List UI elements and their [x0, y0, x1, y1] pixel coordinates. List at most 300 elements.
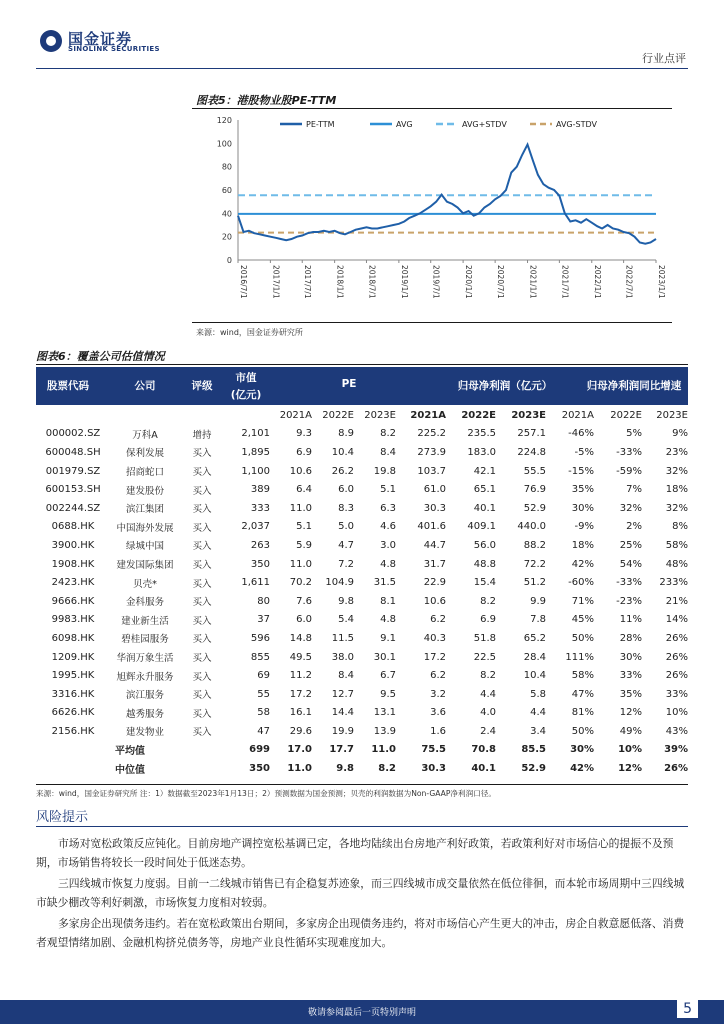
- table-row: [36, 443, 688, 462]
- table-cell: 11.0: [289, 502, 312, 514]
- table-cell: -15%: [568, 465, 594, 477]
- summary-cell: 17.7: [329, 744, 354, 756]
- table-cell: 8.9: [338, 428, 354, 440]
- table-cell: 38.0: [331, 651, 354, 663]
- table-cell: 88.2: [523, 539, 546, 551]
- table-cell: 29.6: [289, 725, 312, 737]
- x-tick-label: 2022/7/1: [624, 265, 634, 299]
- summary-cell: 699: [249, 744, 270, 756]
- y-tick-label: 60: [221, 186, 232, 195]
- logo-text: 国金证券: [68, 30, 133, 48]
- col-growth-header: 归母净利润同比增速: [586, 380, 682, 392]
- table-cell: 买入: [192, 578, 212, 590]
- table-cell: -5%: [574, 446, 594, 458]
- table-row: [36, 425, 688, 444]
- footer-disclaimer: 敬请参阅最后一页特别声明: [307, 1008, 416, 1018]
- risk-paragraph-2: 三四线城市恢复力度弱。目前一二线城市销售已有企稳复苏迹象，而三四线城市成交量依然在低位徘徊，而本轮市场周期中三四线城市缺少棚改等利好刺激，市场恢复力度相对较弱。: [36, 877, 685, 909]
- summary-cell: 17.0: [287, 744, 312, 756]
- table-cell: 2,037: [241, 521, 270, 533]
- table-cell: 225.2: [417, 428, 446, 440]
- table-cell: 42.1: [473, 465, 496, 477]
- table-cell: 1908.HK: [51, 558, 95, 570]
- table-cell: 50%: [571, 632, 594, 644]
- summary-cell: 12%: [618, 763, 642, 775]
- figure5-top-rule: [192, 108, 672, 109]
- table-row: [36, 462, 688, 481]
- table-cell: 金科服务: [125, 597, 164, 609]
- table-cell: 2.4: [480, 725, 496, 737]
- y-tick-label: 0: [226, 256, 232, 265]
- table-row: [36, 555, 688, 574]
- table-cell: 71%: [571, 595, 594, 607]
- table-cell: 30%: [571, 502, 594, 514]
- table-cell: 7.2: [338, 558, 354, 570]
- col-mktcap-header: 市值: [235, 372, 257, 384]
- table-row: [36, 480, 688, 499]
- table-cell: 22.5: [473, 651, 496, 663]
- x-tick-label: 2017/1/1: [271, 265, 281, 299]
- table-header: [36, 367, 688, 405]
- table-cell: 买入: [192, 522, 212, 534]
- table-cell: 58: [257, 707, 270, 719]
- table-cell: 56.0: [473, 539, 496, 551]
- table-cell: 9.9: [530, 595, 546, 607]
- table-cell: 买入: [192, 690, 212, 702]
- table-cell: 7%: [626, 484, 642, 496]
- table-cell: 26%: [665, 632, 688, 644]
- table-cell: 买入: [192, 467, 212, 479]
- x-tick-label: 2022/1/1: [592, 265, 602, 299]
- table-cell: -23%: [616, 595, 642, 607]
- table-cell: 绿城中国: [125, 541, 164, 553]
- figure5-title: 图表5：港股物业股PE-TTM: [196, 94, 337, 107]
- y-tick-label: 80: [221, 162, 232, 172]
- summary-cell: 9.8: [336, 763, 354, 775]
- table-cell: 65.1: [473, 484, 496, 496]
- table-cell: 14.8: [289, 632, 312, 644]
- table-cell: 11.5: [331, 632, 354, 644]
- table-cell: 5.9: [296, 539, 312, 551]
- table-cell: 30.1: [373, 651, 396, 663]
- x-tick-label: 2020/7/1: [496, 265, 506, 299]
- table-cell: 19.8: [373, 465, 396, 477]
- table-cell: 4.8: [380, 558, 396, 570]
- table-row: [36, 666, 688, 685]
- summary-cell: 52.9: [521, 763, 546, 775]
- summary-cell: 75.5: [421, 744, 446, 756]
- table-cell: 华润万象生活: [116, 653, 174, 665]
- figure6-bottom-rule: [36, 784, 688, 785]
- table-cell: 31.7: [423, 558, 446, 570]
- x-tick-label: 2018/7/1: [367, 265, 377, 299]
- legend-label: AVG-STDV: [556, 120, 597, 129]
- table-cell: 6.9: [480, 614, 496, 626]
- profit-year-2021: 2021A: [410, 409, 446, 421]
- table-cell: 9%: [672, 428, 688, 440]
- table-cell: -33%: [616, 577, 642, 589]
- table-cell: 4.4: [530, 707, 546, 719]
- table-row: [36, 611, 688, 630]
- table-cell: 1.6: [430, 725, 446, 737]
- table-cell: 55.5: [523, 465, 546, 477]
- table-cell: 33%: [665, 688, 688, 700]
- x-tick-label: 2021/7/1: [560, 265, 570, 299]
- table-cell: 409.1: [467, 521, 496, 533]
- table-cell: -46%: [568, 428, 594, 440]
- table-cell: 49%: [619, 725, 642, 737]
- table-cell: 贝壳*: [133, 578, 157, 590]
- table-cell: 37: [257, 614, 270, 626]
- growth-year-2022: 2022E: [610, 409, 642, 421]
- table-cell: -59%: [616, 465, 642, 477]
- growth-year-2023: 2023E: [656, 409, 688, 421]
- table-cell: 2423.HK: [51, 577, 95, 589]
- table-cell: 8.4: [338, 670, 354, 682]
- pe-ttm-line: [238, 145, 656, 244]
- table-cell: 001979.SZ: [45, 465, 101, 477]
- table-cell: 389: [250, 484, 270, 496]
- table-cell: 30.3: [423, 502, 446, 514]
- table-cell: 14%: [665, 614, 688, 626]
- table-cell: 26.2: [331, 465, 354, 477]
- legend-label: AVG+STDV: [462, 120, 507, 129]
- summary-cell: 70.8: [471, 744, 496, 756]
- table-cell: 16.1: [289, 707, 312, 719]
- table-cell: 5.1: [380, 484, 396, 496]
- logo-subtext: SINOLINK SECURITIES: [68, 45, 160, 53]
- table-cell: 买入: [192, 671, 212, 683]
- y-tick-label: 120: [216, 116, 232, 125]
- table-cell: 257.1: [517, 428, 546, 440]
- table-row: [36, 573, 688, 592]
- table-cell: 13.1: [373, 707, 396, 719]
- table-cell: 600048.SH: [45, 446, 101, 458]
- table-cell: 76.9: [523, 484, 546, 496]
- table-cell: 买入: [192, 560, 212, 572]
- section-label: 行业点评: [642, 52, 686, 65]
- table-cell: 滨江服务: [125, 690, 164, 702]
- table-cell: -9%: [574, 521, 594, 533]
- summary-cell: 85.5: [521, 744, 546, 756]
- table-cell: 5.0: [338, 521, 354, 533]
- profit-year-2022: 2022E: [461, 409, 496, 421]
- table-cell: 4.7: [338, 539, 354, 551]
- table-cell: 54%: [619, 558, 642, 570]
- table-cell: 建发物业: [125, 727, 164, 739]
- table-cell: 8.2: [480, 595, 496, 607]
- table-cell: 建业新生活: [121, 615, 169, 627]
- table-cell: 32%: [665, 465, 688, 477]
- table-cell: 002244.SZ: [45, 502, 101, 514]
- risk-paragraph-3: 多家房企出现债务违约。若在宽松政策出台期间，多家房企出现债务违约，将对市场信心产生更大的冲击，房企自救意愿低落、消费者观望情绪加剧、金融机构挤兑债务等，房地产业良性循环实现难度加大。: [36, 917, 685, 949]
- table-cell: 18%: [571, 539, 594, 551]
- summary-cell: 11.0: [287, 763, 312, 775]
- table-cell: 越秀服务: [125, 708, 164, 720]
- table-cell: 32%: [665, 502, 688, 514]
- table-cell: 1,895: [241, 446, 270, 458]
- table-cell: 1,611: [241, 577, 270, 589]
- table-cell: 买入: [192, 597, 212, 609]
- summary-cell: 30%: [570, 744, 594, 756]
- table-row: [36, 722, 688, 741]
- x-tick-label: 2017/7/1: [303, 265, 313, 299]
- table-cell: 7.6: [296, 595, 312, 607]
- table-cell: 17.2: [423, 651, 446, 663]
- table-cell: 17.2: [289, 688, 312, 700]
- table-cell: 1995.HK: [51, 670, 95, 682]
- table-cell: 9.1: [380, 632, 396, 644]
- pe-year-2021: 2021A: [279, 409, 312, 421]
- table-row: [36, 704, 688, 723]
- table-cell: 48.8: [473, 558, 496, 570]
- table-cell: 69: [257, 670, 270, 682]
- legend-label: PE-TTM: [306, 120, 335, 129]
- table-cell: 8.2: [480, 670, 496, 682]
- x-tick-label: 2019/7/1: [431, 265, 441, 299]
- table-cell: 8.3: [338, 502, 354, 514]
- page-number: 5: [677, 1000, 698, 1018]
- legend-label: AVG: [396, 120, 413, 129]
- table-cell: 224.8: [517, 446, 546, 458]
- table-cell: 3316.HK: [51, 688, 95, 700]
- summary-cell: 8.2: [378, 763, 396, 775]
- x-tick-label: 2023/1/1: [657, 265, 666, 299]
- valuation-table: [36, 406, 688, 778]
- table-cell: 52.9: [523, 502, 546, 514]
- table-cell: 6626.HK: [51, 707, 95, 719]
- table-cell: 233%: [659, 577, 688, 589]
- table-cell: 58%: [571, 670, 594, 682]
- table-cell: 买入: [192, 448, 212, 460]
- table-cell: 4.4: [480, 688, 496, 700]
- table-cell: 2156.HK: [51, 725, 95, 737]
- x-tick-label: 2020/1/1: [464, 265, 474, 299]
- table-row: [36, 648, 688, 667]
- table-cell: 6.2: [430, 614, 446, 626]
- table-cell: 买入: [192, 634, 212, 646]
- table-cell: 10%: [665, 707, 688, 719]
- figure6-title: 图表6：覆盖公司估值情况: [36, 350, 165, 363]
- figure6-top-rule: [36, 364, 688, 365]
- table-cell: 47%: [571, 688, 594, 700]
- table-cell: 26%: [665, 651, 688, 663]
- y-tick-label: 100: [216, 139, 232, 149]
- risk-paragraph-1: 市场对宽松政策反应钝化。目前房地产调控宽松基调已定，各地均陆续出台房地产利好政策，若政策利好对市场信心的提振不及预期，市场销售将较长一段时间处于低迷态势。: [36, 837, 674, 869]
- summary-cell: 39%: [664, 744, 688, 756]
- summary-cell: 10%: [618, 744, 642, 756]
- table-cell: 1209.HK: [51, 651, 95, 663]
- table-cell: 11.0: [289, 558, 312, 570]
- table-cell: 6.7: [380, 670, 396, 682]
- table-cell: 35%: [619, 688, 642, 700]
- table-cell: 买入: [192, 727, 212, 739]
- year-header-row: [36, 406, 688, 425]
- table-cell: -33%: [616, 446, 642, 458]
- table-cell: 21%: [665, 595, 688, 607]
- summary-cell: 40.1: [471, 763, 496, 775]
- table-cell: 10.4: [331, 446, 354, 458]
- table-cell: 55: [257, 688, 270, 700]
- table-cell: 44.7: [423, 539, 446, 551]
- table-cell: 6098.HK: [51, 632, 95, 644]
- table-body: [36, 406, 688, 778]
- table-cell: 买入: [192, 653, 212, 665]
- col-mktcap-unit: (亿元): [230, 389, 262, 401]
- table-row: [36, 592, 688, 611]
- table-cell: 103.7: [417, 465, 446, 477]
- table-cell: 235.5: [467, 428, 496, 440]
- table-cell: 滨江集团: [125, 504, 164, 516]
- table-cell: 31.5: [373, 577, 396, 589]
- table-cell: 4.8: [380, 614, 396, 626]
- table-cell: 51.8: [473, 632, 496, 644]
- table-cell: 6.9: [296, 446, 312, 458]
- table-cell: 50%: [571, 725, 594, 737]
- table-cell: 5%: [626, 428, 642, 440]
- table-cell: 9983.HK: [51, 614, 95, 626]
- table-cell: 401.6: [417, 521, 446, 533]
- table-cell: 12.7: [331, 688, 354, 700]
- table-cell: 3900.HK: [51, 539, 95, 551]
- table-cell: 旭辉永升服务: [116, 671, 174, 683]
- table-cell: 30%: [619, 651, 642, 663]
- figure5-source: 来源：wind，国金证券研究所: [196, 328, 303, 337]
- x-tick-label: 2018/1/1: [335, 265, 345, 299]
- table-cell: 42%: [571, 558, 594, 570]
- table-cell: 建发国际集团: [116, 560, 174, 572]
- table-row: [36, 499, 688, 518]
- pe-year-2022: 2022E: [322, 409, 354, 421]
- table-cell: 47: [257, 725, 270, 737]
- table-cell: 9.8: [338, 595, 354, 607]
- table-cell: 104.9: [325, 577, 354, 589]
- table-cell: 2%: [626, 521, 642, 533]
- table-cell: 28%: [619, 632, 642, 644]
- table-cell: 9.3: [296, 428, 312, 440]
- summary-cell: 42%: [570, 763, 594, 775]
- table-cell: 13.9: [373, 725, 396, 737]
- table-cell: 2,101: [241, 428, 270, 440]
- risk-divider: [36, 826, 688, 827]
- summary-cell: 26%: [664, 763, 688, 775]
- x-tick-label: 2019/1/1: [399, 265, 409, 299]
- table-cell: 28.4: [523, 651, 546, 663]
- table-cell: 6.4: [296, 484, 312, 496]
- table-cell: 9.5: [380, 688, 396, 700]
- col-profit-header: 归母净利润（亿元）: [457, 380, 553, 392]
- table-cell: 3.0: [380, 539, 396, 551]
- pe-year-2023: 2023E: [364, 409, 396, 421]
- table-cell: 6.2: [430, 670, 446, 682]
- table-cell: 10.6: [289, 465, 312, 477]
- table-cell: 1,100: [241, 465, 270, 477]
- col-company-header: 公司: [134, 380, 156, 392]
- table-cell: 增持: [192, 429, 212, 441]
- table-cell: 183.0: [467, 446, 496, 458]
- table-cell: 3.6: [430, 707, 446, 719]
- table-cell: 8.4: [380, 446, 396, 458]
- risk-section-title: 风险提示: [36, 810, 89, 825]
- pe-ttm-chart: [192, 110, 672, 318]
- figure5-bottom-rule: [192, 322, 672, 323]
- table-cell: 40.3: [423, 632, 446, 644]
- table-cell: 3.2: [430, 688, 446, 700]
- table-cell: 7.8: [530, 614, 546, 626]
- table-row: [36, 518, 688, 537]
- table-cell: 8.2: [380, 428, 396, 440]
- table-cell: 万科A: [132, 429, 158, 441]
- summary-cell: 350: [249, 763, 270, 775]
- table-cell: 22.9: [423, 577, 446, 589]
- table-cell: 350: [250, 558, 270, 570]
- table-cell: 80: [257, 595, 270, 607]
- table-cell: 81%: [571, 707, 594, 719]
- x-tick-label: 2021/1/1: [528, 265, 538, 299]
- summary-label: 平均值: [115, 746, 145, 758]
- x-tick-label: 2016/7/1: [239, 265, 248, 299]
- table-cell: 70.2: [289, 577, 312, 589]
- table-cell: 43%: [665, 725, 688, 737]
- table-cell: 19.9: [331, 725, 354, 737]
- table-cell: 4.6: [380, 521, 396, 533]
- col-pe-header: PE: [341, 378, 357, 390]
- table-cell: 61.0: [423, 484, 446, 496]
- table-cell: 45%: [571, 614, 594, 626]
- table-cell: 买入: [192, 485, 212, 497]
- table-cell: 建发股份: [125, 485, 164, 497]
- header-divider: [36, 68, 688, 69]
- table-cell: 10.4: [523, 670, 546, 682]
- table-cell: 买入: [192, 708, 212, 720]
- table-cell: 111%: [565, 651, 594, 663]
- summary-row: [36, 741, 688, 760]
- table-cell: 596: [250, 632, 270, 644]
- table-cell: 6.0: [296, 614, 312, 626]
- table-cell: 买入: [192, 504, 212, 516]
- table-cell: 5.4: [338, 614, 354, 626]
- table-cell: 5.8: [530, 688, 546, 700]
- table-row: [36, 629, 688, 648]
- table-cell: 买入: [192, 615, 212, 627]
- table-cell: 8.1: [380, 595, 396, 607]
- table-cell: 263: [250, 539, 270, 551]
- table-cell: 11%: [619, 614, 642, 626]
- figure6-note: 来源：wind，国金证券研究所 注：1）数据截至2023年1月13日；2）预测数据为国金预测；贝壳的利润数据为Non-GAAP净利润口径。: [36, 789, 496, 798]
- table-cell: 9666.HK: [51, 595, 95, 607]
- table-cell: 273.9: [417, 446, 446, 458]
- y-tick-label: 20: [221, 232, 232, 242]
- table-cell: 33%: [619, 670, 642, 682]
- table-cell: 65.2: [523, 632, 546, 644]
- table-cell: 10.6: [423, 595, 446, 607]
- table-cell: 3.4: [530, 725, 546, 737]
- table-row: [36, 536, 688, 555]
- table-cell: 855: [250, 651, 270, 663]
- table-cell: 48%: [665, 558, 688, 570]
- summary-cell: 30.3: [421, 763, 446, 775]
- table-cell: 35%: [571, 484, 594, 496]
- table-cell: 买入: [192, 541, 212, 553]
- table-cell: 49.5: [289, 651, 312, 663]
- logo-icon: [40, 30, 62, 52]
- table-cell: 23%: [665, 446, 688, 458]
- table-cell: 32%: [619, 502, 642, 514]
- table-cell: 保利发展: [125, 448, 164, 460]
- table-cell: 14.4: [331, 707, 354, 719]
- table-cell: 000002.SZ: [45, 428, 101, 440]
- profit-year-2023: 2023E: [511, 409, 546, 421]
- table-cell: 6.3: [380, 502, 396, 514]
